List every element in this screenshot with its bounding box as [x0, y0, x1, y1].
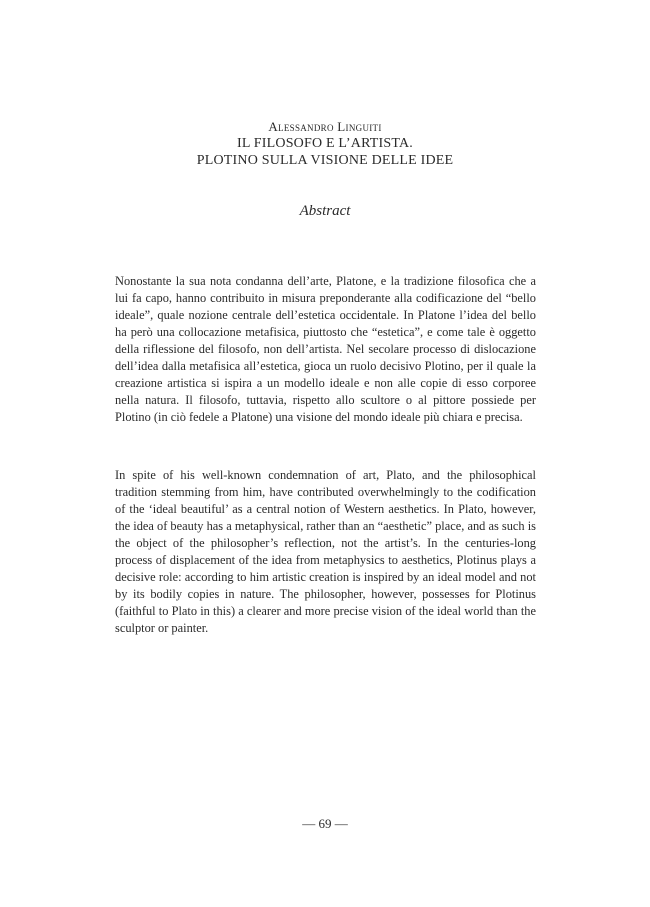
- abstract-italian-paragraph: Nonostante la sua nota condanna dell’arte, Platone, e la tradizione filosofica che a lui fa capo, hanno contribuito in misura preponderante alla codificazione del “bello ideale”, quale nozione centrale dell’estetica occidentale. In Platone l’idea del bello ha però una collocazione metafisica, piuttosto che “estetica”, e come tale è oggetto della riflessione del filosofo, non dell’artista. Nel secolare processo di dislocazione dell’idea dalla metafisica all’estetica, gioca un ruolo decisivo Plotino, per il quale la creazione artistica si ispira a un modello ideale e non alle copie di esso corporee nella natura. Il filosofo, tuttavia, rispetto allo scultore o al pittore possiede per Plotino (in ciò fedele a Platone) una visione del mondo ideale più chiara e precisa.: [115, 274, 536, 425]
- article-title-line-1: IL FILOSOFO E L’ARTISTA.: [236, 136, 414, 151]
- article-header: [0, 118, 650, 169]
- page-number: — 69 —: [302, 816, 348, 831]
- abstract-english-paragraph: In spite of his well-known condemnation of art, Plato, and the philosophical tradition stemming from him, have contributed overwhelmingly to the codification of the ‘ideal beautiful’ as a central notion of Western aesthetics. In Plato, however, the idea of beauty has a metaphysical, rather than an “aesthetic” place, and as such is the object of the philosopher’s reflection, not the artist’s. In the centuries-long process of displacement of the idea from metaphysics to aesthetics, Plotinus plays a decisive role: according to him artistic creation is inspired by an ideal model and not by its bodily copies in nature. The philosopher, however, possesses for Plotinus (faithful to Plato in this) a clearer and more precise vision of the ideal world than the sculptor or painter.: [115, 468, 536, 636]
- article-title-line-2: PLOTINO SULLA VISIONE DELLE IDEE: [196, 153, 454, 168]
- author-name: Alessandro Linguiti: [268, 119, 382, 134]
- abstract-heading: Abstract: [299, 203, 351, 219]
